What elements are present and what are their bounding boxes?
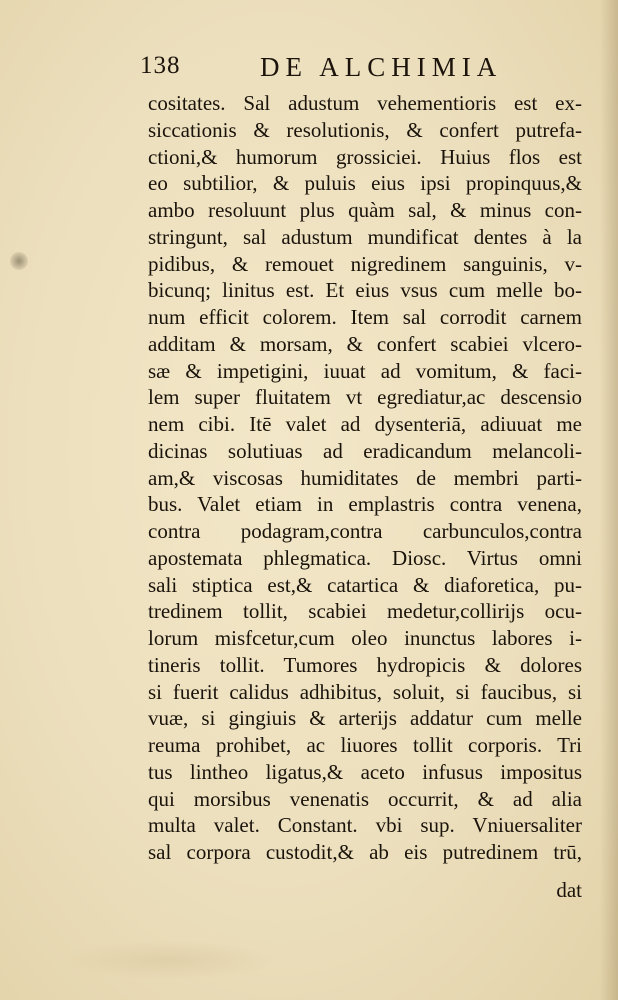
text-line-29: sal corpora custodit,& ab eis putredinem trū, [148,840,582,864]
text-line-27: qui morsibus venenatis occurrit, & ad alia [148,786,582,811]
text-line-28: multa valet. Constant. vbi sup. Vniuersaliter [148,813,582,838]
text-line-20: tredinem tollit, scabiei medetur,collirijs ocu- [148,599,582,624]
text-line-7: pidibus, & remouet nigredinem sanguinis, v- [148,251,582,276]
page-header [140,52,580,88]
text-block [148,90,582,866]
text-line-9: num efficit colorem. Item sal corrodit carnem [148,305,582,329]
text-line-8: bicunq; linitus est. Et eius vsus cum melle bo- [148,278,582,303]
text-line-11: sæ & impetigini, iuuat ad vomitum, & faci- [148,358,582,383]
running-title: DE ALCHIMIA [260,52,503,82]
margin-ink-mark [10,252,28,270]
text-line-4: eo subtilior, & puluis eius ipsi propinquus,& [148,171,582,196]
text-line-1: cositates. Sal adustum vehementioris est ex- [148,91,582,115]
text-line-5: ambo resoluunt plus quàm sal, & minus con- [148,198,582,222]
text-line-19: sali stiptica est,& catartica & diaforetica, pu- [148,572,582,597]
text-line-15: am,& viscosas humiditates de membri parti- [148,465,582,490]
text-line-17: contra podagram,contra carbunculos,contra [148,519,582,543]
text-line-18: apostemata phlegmatica. Diosc. Virtus omni [148,545,582,570]
text-line-3: ctioni,& humorum grossiciei. Huius flos est [148,144,582,169]
catchword: dat [556,878,582,902]
page-number: 138 [140,52,181,79]
text-line-22: tineris tollit. Tumores hydropicis & dolores [148,652,582,677]
text-line-26: tus lintheo ligatus,& aceto infusus impositus [148,759,582,784]
text-line-6: stringunt, sal adustum mundificat dentes à la [148,224,582,249]
text-line-12: lem super fluitatem vt egrediatur,ac descensio [148,385,582,410]
text-line-21: lorum misfcetur,cum oleo inunctus labores i- [148,626,582,650]
text-line-10: additam & morsam, & confert scabiei vlcero- [148,331,582,356]
text-line-2: siccationis & resolutionis, & confert putrefa- [148,117,582,142]
text-line-13: nem cibi. Itē valet ad dysenteriā, adiuuat me [148,412,582,436]
text-line-14: dicinas solutiuas ad eradicandum melancoli- [148,438,582,463]
text-line-25: reuma prohibet, ac liuores tollit corporis. Tri [148,733,582,757]
text-line-23: si fuerit calidus adhibitus, soluit, si faucibus, si [148,679,582,704]
text-line-24: vuæ, si gingiuis & arterijs addatur cum melle [148,706,582,731]
text-line-16: bus. Valet etiam in emplastris contra venena, [148,492,582,517]
paper-stain [60,940,280,980]
